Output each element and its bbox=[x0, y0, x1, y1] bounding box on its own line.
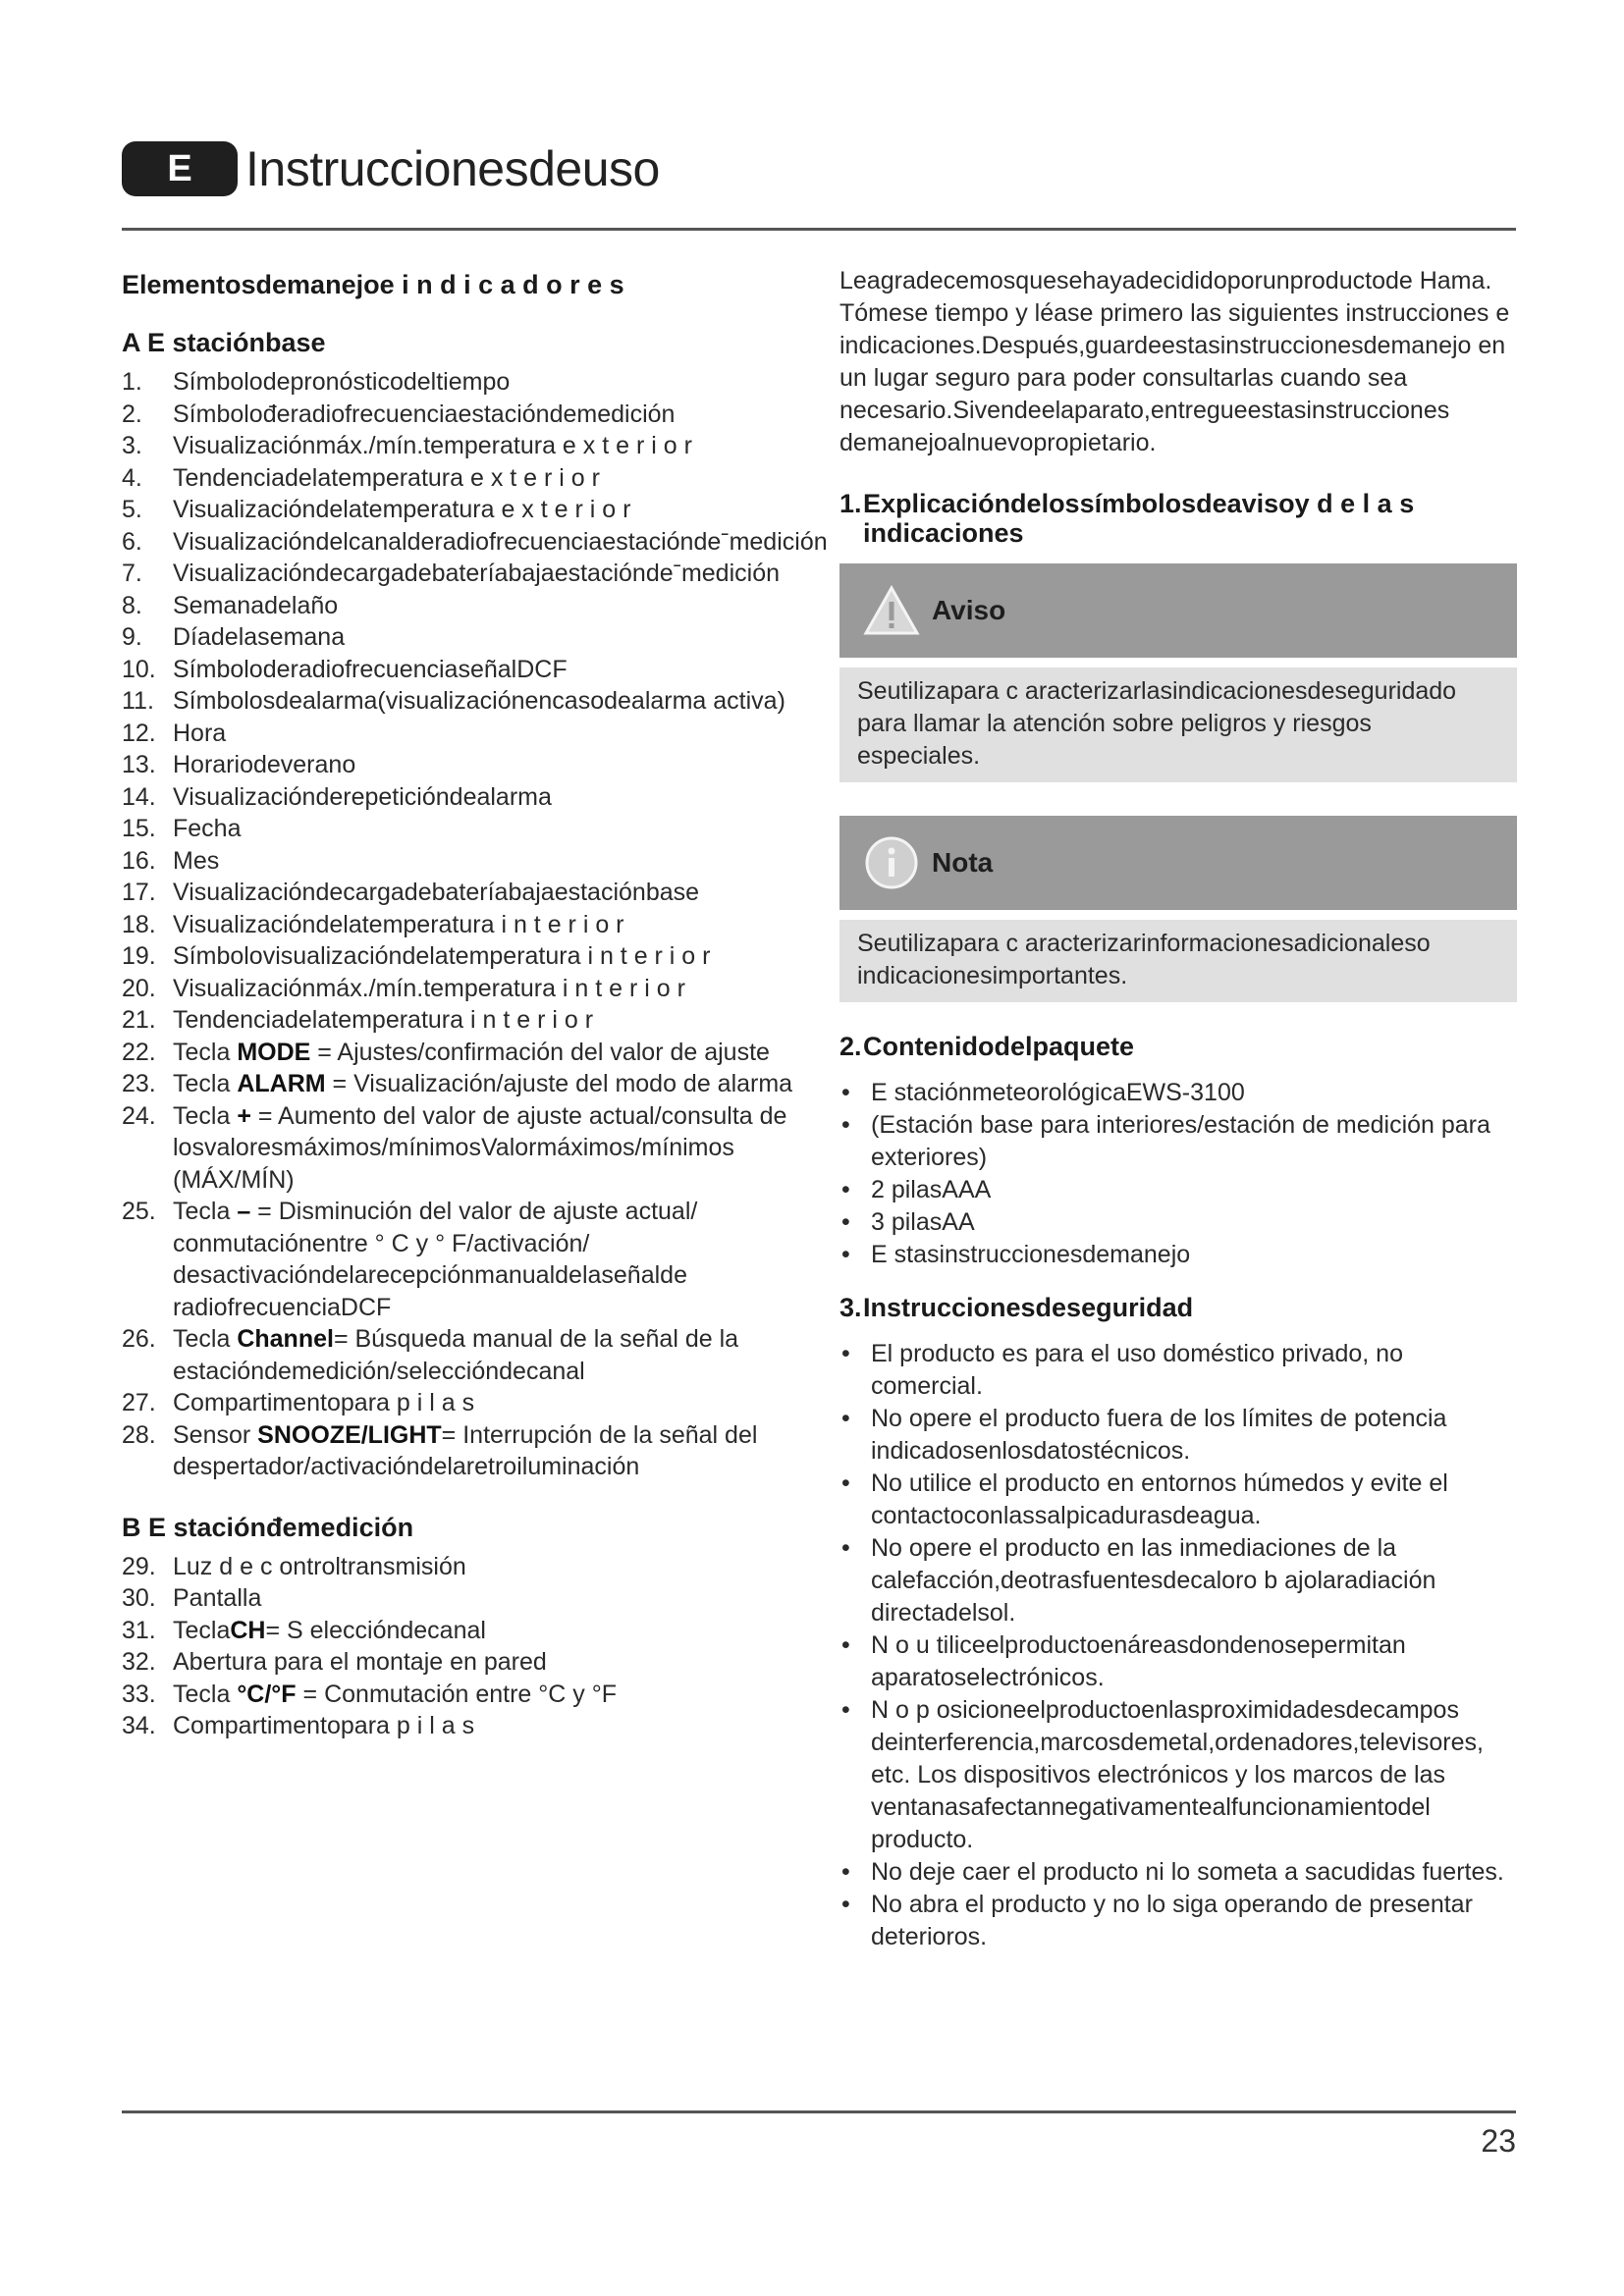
bullet-icon: • bbox=[841, 1111, 850, 1139]
intro-paragraph: Leagradecemosquesehayadecididoporunproductode Hama. Tómese tiempo y léase primero las siguientes instrucciones e indicaciones.Después,guardeestasinstruccionesdemanejo en un lugar seguro para poder consultarlas cuando sea necesario.Sivendeelaparato,entregueestasinstrucciones demanejoalnuevopropietario. bbox=[839, 267, 1510, 456]
list-item: 29. Luz d e c ontroltransmisión bbox=[122, 1552, 466, 1580]
right-column bbox=[839, 265, 1517, 1953]
list-item: 20. Visualizaciónmáx./mín.temperatura i n t e r i o r bbox=[122, 974, 685, 1002]
list-item: 24. Tecla + = Aumento del valor de ajuste actual/consulta de losvaloresmáximos/mínimosValormáximos/mínimos (MÁX/MÍN) bbox=[122, 1101, 787, 1194]
list-item: 34. Compartimentopara p i l a s bbox=[122, 1712, 475, 1739]
section-a-title: A E staciónbase bbox=[122, 328, 326, 357]
list-item: 19. Símbolovisualizacióndelatemperatura i n t e r i o r bbox=[122, 942, 711, 970]
list-item: 11. Símbolosdealarma(visualizaciónencasodealarma activa) bbox=[122, 687, 785, 715]
list-item: 28. Sensor SNOOZE/LIGHT= Interrupción de la señal del despertador/activacióndelaretroiluminación bbox=[122, 1420, 758, 1480]
bullet-item: • 2 pilasAAA bbox=[839, 1174, 1517, 1206]
bullet-item: • E stasinstruccionesdemanejo bbox=[839, 1239, 1517, 1271]
section-b-title: B E staciónđemedición bbox=[122, 1512, 414, 1542]
safety-instructions-list bbox=[839, 1338, 1517, 1953]
bullet-icon: • bbox=[841, 1696, 850, 1724]
bullet-item: • N o p osicioneelproductoenlasproximidadesdecampos deinterferencia,marcosdemetal,ordenadores,televisores, etc. Los dispositivos electrónicos y los marcos de las ventanasafectannegativamentealfuncionamientodel producto. bbox=[839, 1694, 1517, 1856]
list-item: 27. Compartimentopara p i l a s bbox=[122, 1389, 475, 1416]
list-item: 23. Tecla ALARM = Visualización/ajuste del modo de alarma bbox=[122, 1070, 793, 1097]
bullet-icon: • bbox=[841, 1469, 850, 1497]
key-name: SNOOZE/LIGHT bbox=[257, 1420, 442, 1449]
list-item: 13. Horariodeverano bbox=[122, 751, 356, 778]
list-item: 10. SímboloderadiofrecuenciaseñalDCF bbox=[122, 655, 568, 683]
nota-box-header bbox=[839, 816, 1517, 910]
language-badge: E bbox=[122, 141, 238, 196]
bullet-icon: • bbox=[841, 1631, 850, 1659]
list-item: 8. Semanadelaño bbox=[122, 591, 339, 619]
list-item: 17. Visualizacióndecargadebateríabajaestaciónbase bbox=[122, 879, 700, 906]
nota-box-body: Seutilizapara c aracterizarinformacionesadicionaleso indicacionesimportantes. bbox=[839, 920, 1517, 1002]
key-name: ALARM bbox=[237, 1070, 326, 1097]
bullet-icon: • bbox=[841, 1176, 850, 1203]
measuring-station-list bbox=[122, 1551, 799, 1742]
bullet-item: • E staciónmeteorológicaEWS-3100 bbox=[839, 1077, 1517, 1109]
list-item: 14. Visualizaciónderepeticióndealarma bbox=[122, 782, 552, 811]
list-item: 7. Visualizacióndecargadebateríabajaestacióndeˉmedición bbox=[122, 560, 781, 587]
header-divider bbox=[122, 228, 1516, 231]
list-item: 26. Tecla Channel= Búsqueda manual de la señal de la estacióndemedición/seleccióndecanal bbox=[122, 1325, 739, 1385]
bullet-item: • El producto es para el uso doméstico privado, no comercial. bbox=[839, 1338, 1517, 1403]
aviso-label: Aviso bbox=[932, 595, 1006, 625]
list-item: 2. Símbolođeradiofrecuenciaestacióndemedición bbox=[122, 400, 676, 428]
key-name: °C/°F bbox=[237, 1680, 297, 1708]
list-item: 15. Fecha bbox=[122, 815, 242, 842]
bullet-icon: • bbox=[841, 1405, 850, 1432]
bullet-icon: • bbox=[841, 1208, 850, 1236]
bullet-item: • 3 pilasAA bbox=[839, 1206, 1517, 1239]
list-item: 22. Tecla MODE = Ajustes/confirmación del valor de ajuste bbox=[122, 1038, 770, 1066]
list-item: 21. Tendenciadelatemperatura i n t e r i o r bbox=[122, 1006, 594, 1034]
list-item: 9. Díadelasemana bbox=[122, 623, 346, 651]
bullet-item: • N o u tiliceelproductoenáreasdondenosepermitan aparatoselectrónicos. bbox=[839, 1629, 1517, 1694]
list-item: 18. Visualizacióndelatemperatura i n t e r i o r bbox=[122, 910, 624, 938]
warning-triangle-icon bbox=[863, 582, 920, 639]
bullet-item: • No opere el producto en las inmediaciones de la calefacción,deotrasfuentesdecaloro b ajolaradiación directadelsol. bbox=[839, 1532, 1517, 1629]
list-item: 32. Abertura para el montaje en pared bbox=[122, 1648, 547, 1676]
page-header bbox=[122, 141, 660, 196]
bullet-icon: • bbox=[841, 1858, 850, 1886]
key-name: MODE bbox=[237, 1038, 311, 1066]
page-number: 23 bbox=[1481, 2123, 1516, 2159]
bullet-item: • No opere el producto fuera de los límites de potencia indicadosenlosdatostécnicos. bbox=[839, 1403, 1517, 1468]
footer-divider bbox=[122, 2110, 1516, 2113]
bullet-item: • No utilice el producto en entornos húmedos y evite el contactoconlassalpicadurasdeagua. bbox=[839, 1468, 1517, 1532]
bullet-icon: • bbox=[841, 1534, 850, 1562]
left-column bbox=[122, 265, 828, 1742]
bullet-item: • No deje caer el producto ni lo someta a sacudidas fuertes. bbox=[839, 1856, 1517, 1889]
key-name: CH bbox=[230, 1616, 266, 1644]
page-title: Instruccionesdeuso bbox=[245, 141, 660, 196]
bullet-icon: • bbox=[841, 1079, 850, 1106]
base-station-keys-list bbox=[122, 1037, 799, 1483]
list-item: 1. Símbolodepronósticodeltiempo bbox=[122, 368, 511, 396]
package-contents-list bbox=[839, 1077, 1517, 1271]
controls-heading: Elementosdemanejoe i n d i c a d o r e s bbox=[122, 270, 624, 299]
list-item: 5. Visualizacióndelatemperatura e x t e r i o r bbox=[122, 496, 631, 523]
list-item: 6. Visualizacióndelcanalderadiofrecuenciaestacióndeˉmedición bbox=[122, 527, 828, 556]
section-1-title: 1. Explicacióndelossímbolosdeavisoy d e l a s indicaciones bbox=[839, 489, 1415, 548]
list-item: 30. Pantalla bbox=[122, 1584, 262, 1612]
list-item: 3. Visualizaciónmáx./mín.temperatura e x t e r i o r bbox=[122, 432, 692, 459]
info-circle-icon bbox=[863, 834, 920, 891]
list-item: 12. Hora bbox=[122, 719, 227, 747]
bullet-icon: • bbox=[841, 1891, 850, 1918]
bullet-item: • No abra el producto y no lo siga operando de presentar deterioros. bbox=[839, 1889, 1517, 1953]
key-name: + bbox=[237, 1101, 251, 1130]
aviso-box-body: Seutilizapara c aracterizarlasindicacionesdeseguridado para llamar la atención sobre peligros y riesgos especiales. bbox=[839, 667, 1517, 782]
base-station-list bbox=[122, 366, 828, 1037]
bullet-item: • (Estación base para interiores/estación de medición para exteriores) bbox=[839, 1109, 1517, 1174]
aviso-box-header bbox=[839, 563, 1517, 658]
list-item: 16. Mes bbox=[122, 846, 220, 875]
key-name: Channel bbox=[237, 1325, 334, 1353]
key-name: – bbox=[237, 1198, 251, 1225]
nota-label: Nota bbox=[932, 847, 994, 878]
list-item: 4. Tendenciadelatemperatura e x t e r i o r bbox=[122, 463, 600, 492]
section-3-title: 3. Instruccionesdeseguridad bbox=[839, 1293, 1194, 1322]
list-item: 33. Tecla °C/°F = Conmutación entre °C y °F bbox=[122, 1680, 617, 1708]
section-2-title: 2. Contenidodelpaquete bbox=[839, 1032, 1134, 1061]
list-item: 31. TeclaCH= S eleccióndecanal bbox=[122, 1616, 486, 1644]
bullet-icon: • bbox=[841, 1241, 850, 1268]
bullet-icon: • bbox=[841, 1340, 850, 1367]
list-item: 25. Tecla – = Disminución del valor de ajuste actual/ conmutaciónentre ° C y ° F/activación/ desactivacióndelarecepciónmanualdelaseñalde radiofrecuenciaDCF bbox=[122, 1198, 698, 1321]
